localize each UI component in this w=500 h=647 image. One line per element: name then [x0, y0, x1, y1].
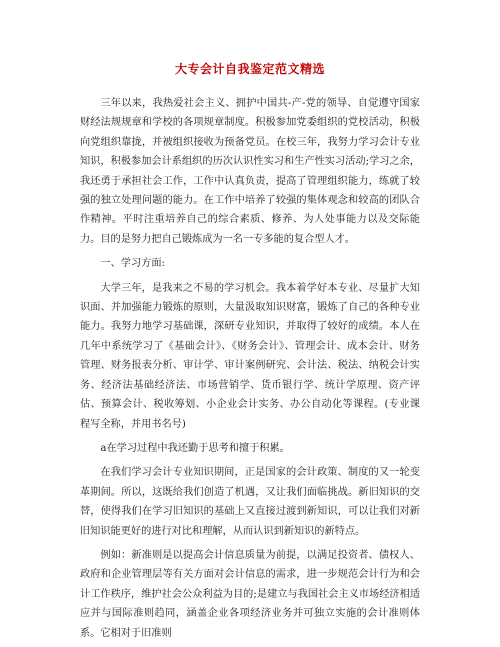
paragraph-courses: 大学三年，是我来之不易的学习机会。我本着学好本专业、尽量扩大知识面、并加强能力锻炼的原则，大量汲取知识财富，锻炼了自己的各种专业能力。我努力地学习基础课，深研专业知识，并取得了较好的成绩。本人在几年中系统学习了《基础会计》、《财务会计》、管理会计、成本会计、财务管理、财务报表分析、审计学、审计案例研究、会计法、税法、纳税会计实务、经济法基础经济法、市场营销学、货币银行学、统计学原理、资产评估、预算会计、税收筹划、小企业会计实务、办公自动化等课程。(专业课程写全称，并用书名号): [80, 282, 420, 430]
document-title: 大专会计自我鉴定范文精选: [174, 62, 325, 76]
paragraph-thinking: a在学习过程中我还勤于思考和擅于积累。: [100, 442, 290, 454]
paragraph-intro: 三年以来，我热爱社会主义、拥护中国共-产-党的领导、自觉遵守国家财经法规规章和学校的各项规章制度。积极参加党委组织的党校活动，积极向党组织靠拢，并被组织接收为预备党员。在校三年，我努力学习会计专业知识，积极参加会计系组织的历次认识性实习和生产性实习活动;学习之余，我还勇于承担社会工作，工作中认真负责，提高了管理组织能力，练就了较强的独立处理问题的能力。在工作中培养了较强的集体观念和较高的团队合作精神。平时注重培养自己的综合素质、修养、为人处事能力以及交际能力。目的是努力把自己锻炼成为一名一专多能的复合型人才。: [80, 98, 420, 245]
section-heading-study: 一、学习方面:: [100, 258, 165, 270]
paragraph-policy-change: 在我们学习会计专业知识期间，正是国家的会计政策、制度的又一轮变革期间。所以，这既给我们创造了机遇，又让我们面临挑战。新旧知识的交替，使得我们在学习旧知识的基础上又直接过渡到新知识，可以让我们对新旧知识能更好的进行对比和理解，从而认识到新知识的新特点。: [80, 467, 420, 537]
paragraph-example: 例如：新准则是以提高会计信息质量为前提，以满足投资者、债权人、政府和企业管理层等有关方面对会计信息的需求，进一步规范会计行为和会计工作秩序，维护社会公众利益为目的;是建立与我国社会主义市场经济相适应并与国际准则趋同，涵盖企业各项经济业务并可独立实施的会计准则体系。它相对于旧准则: [80, 549, 420, 639]
